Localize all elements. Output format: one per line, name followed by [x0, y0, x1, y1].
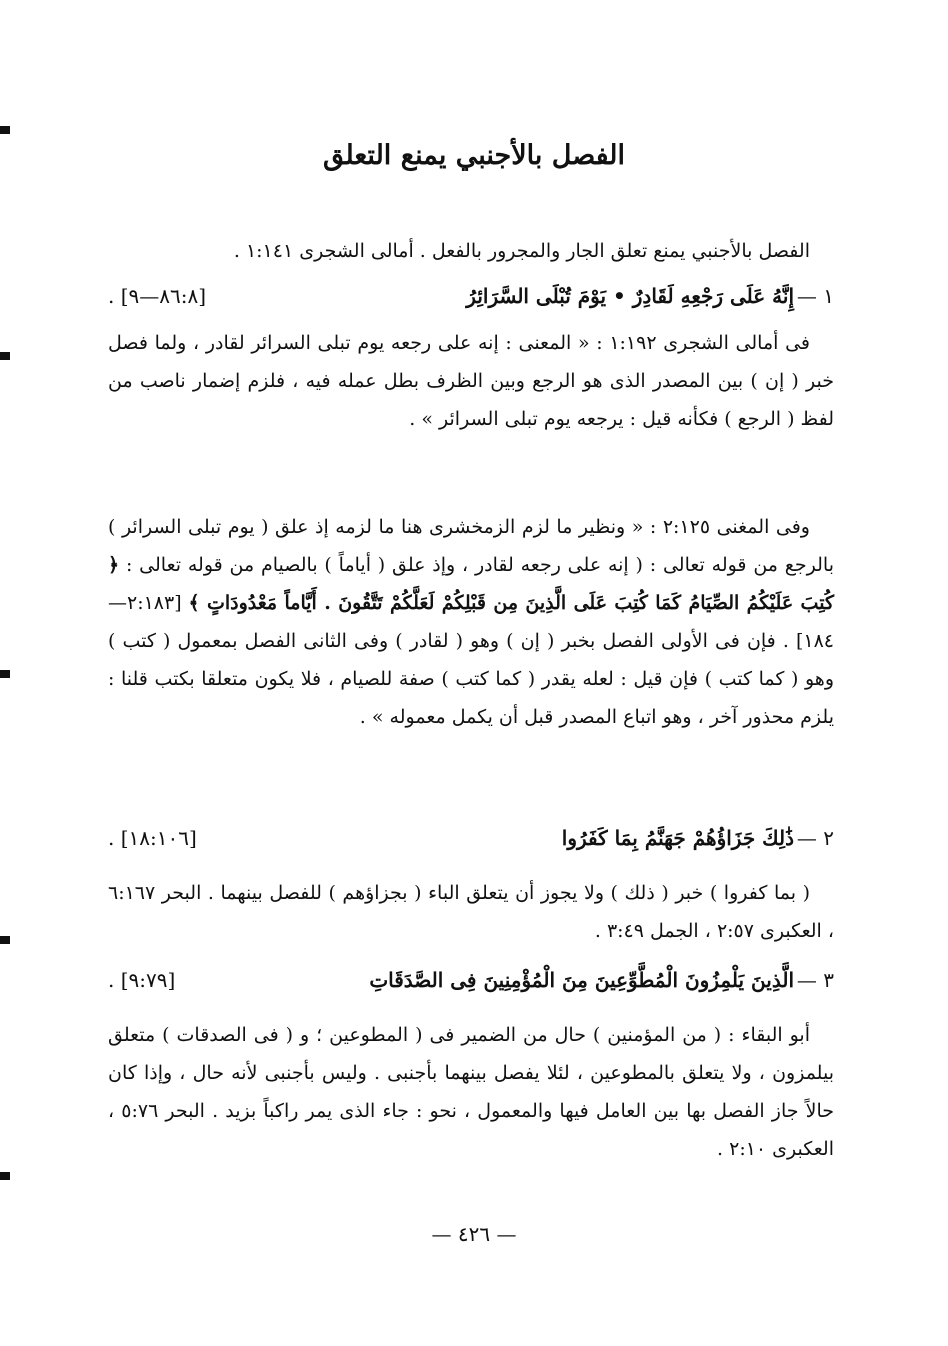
commentary-paragraph-1 — [108, 324, 834, 438]
commentary-before-quran: وفى المغنى ٢:١٢٥ : « ونظير ما لزم الزمخشرى هنا ما لزمه إذ علق ( يوم تبلى السرائر ) بالرجع من قوله تعالى : ( إنه على رجعه لقادر ، وإذ علق ( أياماً ) بالصيام من قوله تعالى : — [108, 516, 834, 576]
edge-mark — [0, 352, 10, 360]
commentary-paragraph-2 — [108, 508, 834, 736]
commentary-text: أبو البقاء : ( من المؤمنين ) حال من الضمير فى ( المطوعين ؛ و ( فى الصدقات ) متعلق بيلمزون ، ولا يتعلق بالمطوعين ، لئلا يفصل بينهما بأجنبى . وليس بأجنبى لأنه حال ، وإذا كان حالاً جاز الفصل بها بين العامل فيها والمعمول ، نحو : جاء الذى يمر راكباً بزيد . البحر ٥:٧٦ ، العكبرى ٢:١٠ . — [108, 1024, 835, 1160]
verse-text: إِنَّهُ عَلَى رَجْعِهِ لَقَادِرٌ • يَوْمَ تُبْلَى السَّرَائِرُ — [466, 284, 794, 308]
commentary-text: ( بما كفروا ) خبر ( ذلك ) ولا يجوز أن يتعلق الباء ( بجزاؤهم ) للفصل بينهما . البحر ٦:١٦٧ ، العكبرى ٢:٥٧ ، الجمل ٣:٤٩ . — [108, 882, 834, 942]
verse-number: ٣ — — [796, 968, 834, 992]
verse-entry-1 — [108, 278, 834, 314]
verse-text: الَّذِينَ يَلْمِزُونَ الْمُطَّوِّعِينَ مِنَ الْمُؤْمِنِينَ فِى الصَّدَقَاتِ — [369, 968, 794, 992]
edge-mark — [0, 126, 10, 134]
verse-text: ذَٰلِكَ جَزَاؤُهُمْ جَهَنَّمُ بِمَا كَفَرُوا — [561, 826, 794, 850]
edge-mark — [0, 936, 10, 944]
commentary-text-2 — [108, 508, 834, 736]
edge-mark — [0, 1172, 10, 1180]
verse-entry-3 — [108, 962, 834, 998]
verse-reference: [٩:٧٩] . — [108, 968, 176, 992]
page-number: — ٤٢٦ — — [431, 1222, 517, 1246]
commentary-after-quran: [٢:١٨٣—١٨٤] . فإن فى الأولى الفصل بخبر ( إن ) وهو ( لقادر ) وفى الثانى الفصل بمعمول ( كتب ) وهو ( كما كتب ) فإن قيل : لعله يقدر ( كما كتب ) صفة للصيام ، فلا يكون متعلقا بكتب قلنا : يلزم محذور آخر ، وهو اتباع المصدر قبل أن يكمل معموله » . — [108, 592, 834, 728]
commentary-text: فى أمالى الشجرى ١:١٩٢ : « المعنى : إنه على رجعه يوم تبلى السرائر لقادر ، ولما فصل خبر ( إن ) بين المصدر الذى هو الرجع وبين الظرف بطل عمله فيه ، فلزم إضمار ناصب من لفظ ( الرجع ) فكأنه قيل : يرجعه يوم تبلى السرائر » . — [108, 332, 834, 430]
page-title: الفصل بالأجنبي يمنع التعلق — [322, 140, 626, 171]
verse-reference: [١٨:١٠٦] . — [108, 826, 197, 850]
verse-reference: [٨٦:٨—٩] . — [108, 284, 207, 308]
quran-quote: ﴿ كُتِبَ عَلَيْكُمُ الصِّيَامُ كَمَا كُتِبَ عَلَى الَّذِينَ مِن قَبْلِكُمْ لَعَلَّكُمْ تَتَّقُونَ . أَيَّاماً مَعْدُودَاتٍ ﴾ — [108, 554, 834, 614]
verse-entry-2 — [108, 820, 834, 856]
commentary-paragraph-4 — [108, 1016, 834, 1168]
edge-mark — [0, 670, 10, 678]
verse-number: ١ — — [796, 284, 834, 308]
intro-text: الفصل بالأجنبي يمنع تعلق الجار والمجرور بالفعل . أمالى الشجرى ١:١٤١ . — [233, 240, 810, 262]
commentary-paragraph-3 — [108, 874, 834, 950]
intro-paragraph — [108, 232, 834, 270]
verse-number: ٢ — — [796, 826, 834, 850]
